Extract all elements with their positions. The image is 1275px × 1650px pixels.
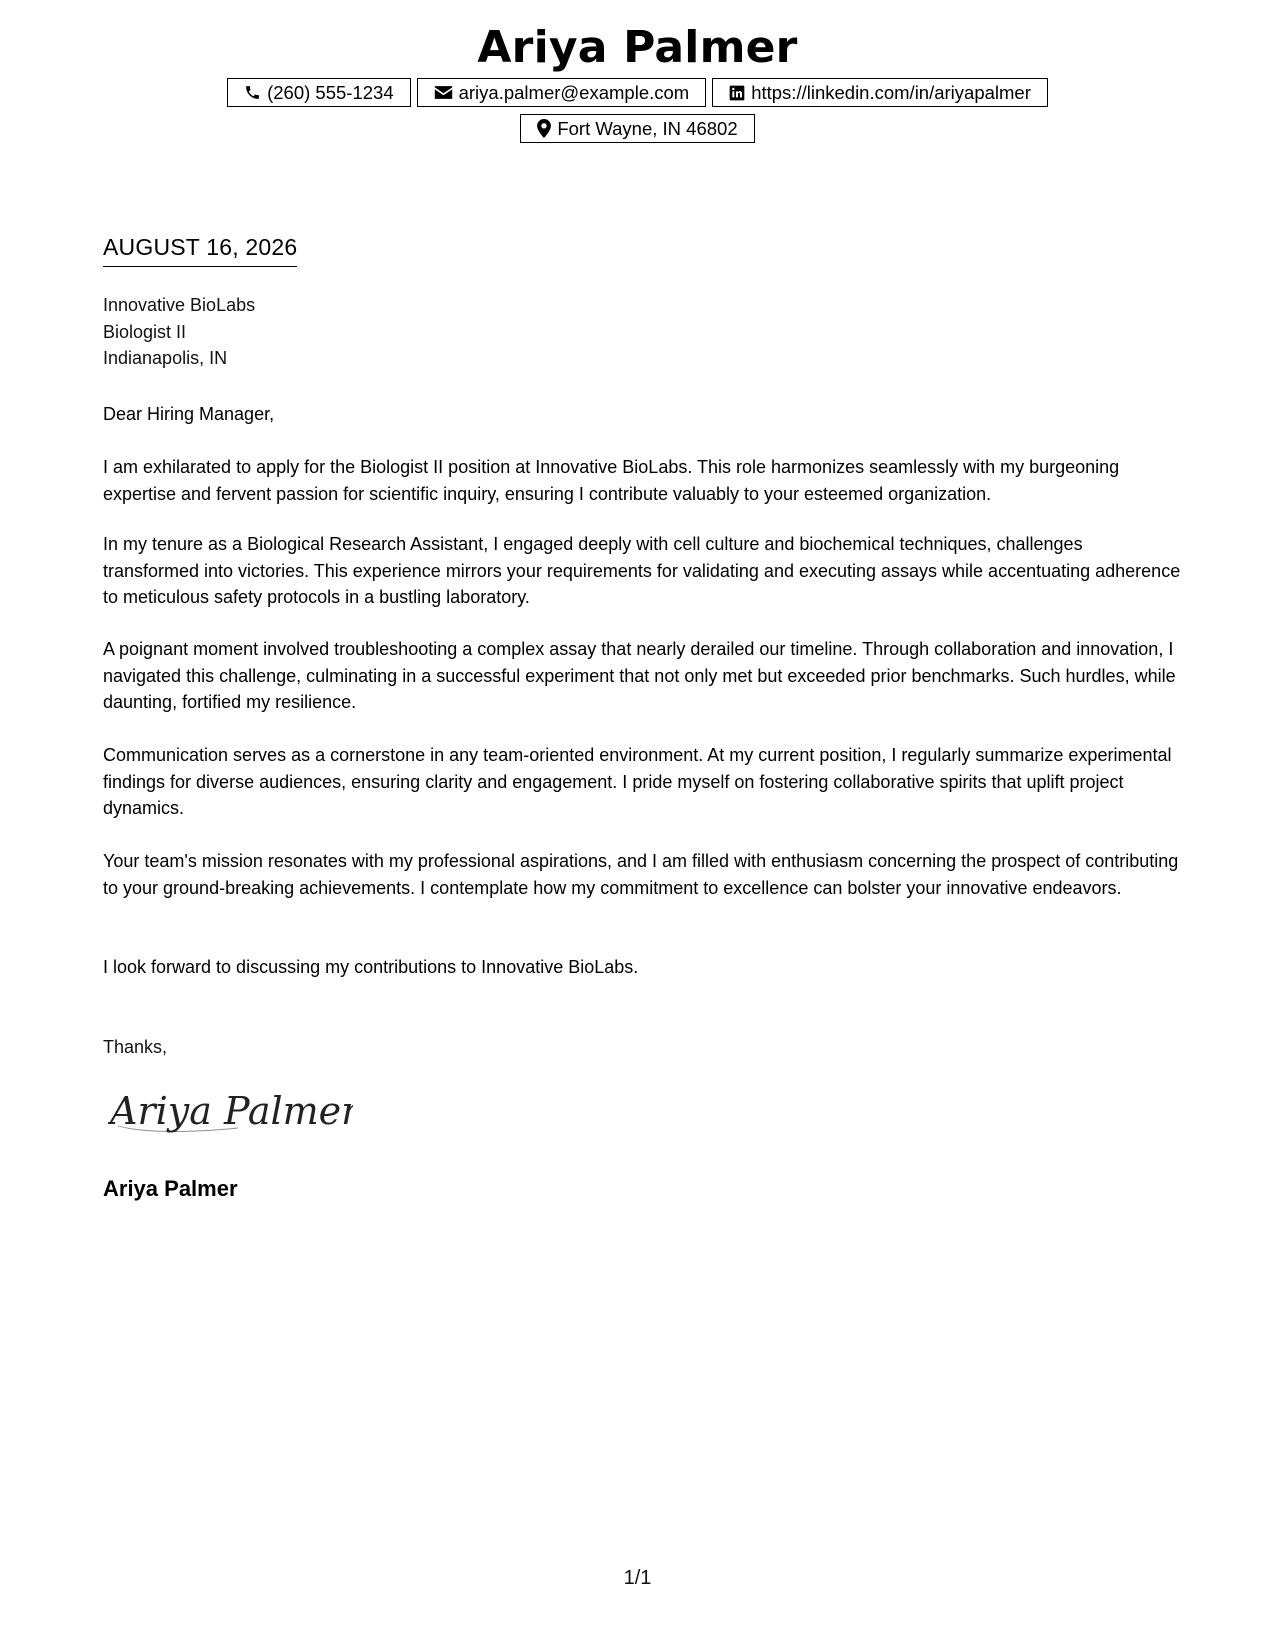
envelope-icon [434,85,453,100]
map-pin-icon [537,119,551,138]
signed-name: Ariya Palmer [103,1176,238,1201]
linkedin-text: https://linkedin.com/in/ariyapalmer [751,81,1031,103]
closing: Thanks, [103,1037,168,1057]
phone-chip [227,78,411,107]
svg-text:Ariya Palmer: Ariya Palmer [110,1089,353,1133]
location-chip [520,114,754,143]
phone-text: (260) 555-1234 [267,81,394,103]
recipient-address [103,292,1183,372]
contact-row [0,78,1275,107]
recipient-position: Biologist II [103,321,187,342]
applicant-name: Ariya Palmer [477,22,798,73]
recipient-location: Indianapolis, IN [103,348,228,368]
location-text: Fort Wayne, IN 46802 [557,117,738,139]
linkedin-chip[interactable] [712,78,1048,107]
page-number: 1/1 [623,1567,652,1589]
body-paragraph-2: In my tenure as a Biological Research Assistant, I engaged deeply with cell culture and biochemical techniques, challenges transformed into victories. This experience mirrors your requirements for validating and executing assays while accentuating adherence to meticulous safety protocols in a bustling laboratory. [103,534,1181,607]
body-paragraph-1: I am exhilarated to apply for the Biologist II position at Innovative BioLabs. This role harmonizes seamlessly with my burgeoning expertise and fervent passion for scientific inquiry, ensuring I contribute valuably to your esteemed organization. [103,457,1120,504]
body-paragraph-5: Your team's mission resonates with my professional aspirations, and I am filled with enthusiasm concerning the prospect of contributing to your ground-breaking achievements. I contemplate how my commitment to excellence can bolster your innovative endeavors. [103,851,1179,898]
email-chip[interactable] [417,78,707,107]
phone-icon [244,84,261,101]
letter-header [0,18,1275,143]
salutation: Dear Hiring Manager, [103,404,275,424]
body-paragraph-3: A poignant moment involved troubleshooting a complex assay that nearly derailed our timeline. Through collaboration and innovation, I navigated this challenge, culminating in a successful experiment that not only met but exceeded prior benchmarks. Such hurdles, while daunting, fortified my resilience. [103,639,1176,712]
recipient-company: Innovative BioLabs [103,295,256,315]
contact-row-2 [0,114,1275,143]
handwritten-signature [108,1082,353,1145]
email-text: ariya.palmer@example.com [458,81,690,103]
letter-date: AUGUST 16, 2026 [103,234,297,267]
body-paragraph-6: I look forward to discussing my contributions to Innovative BioLabs. [103,957,639,977]
body-paragraph-4: Communication serves as a cornerstone in any team-oriented environment. At my current position, I regularly summarize experimental findings for diverse audiences, ensuring clarity and engagement. I pride myself on fostering collaborative spirits that uplift project dynamics. [103,745,1172,818]
linkedin-icon [729,85,745,101]
